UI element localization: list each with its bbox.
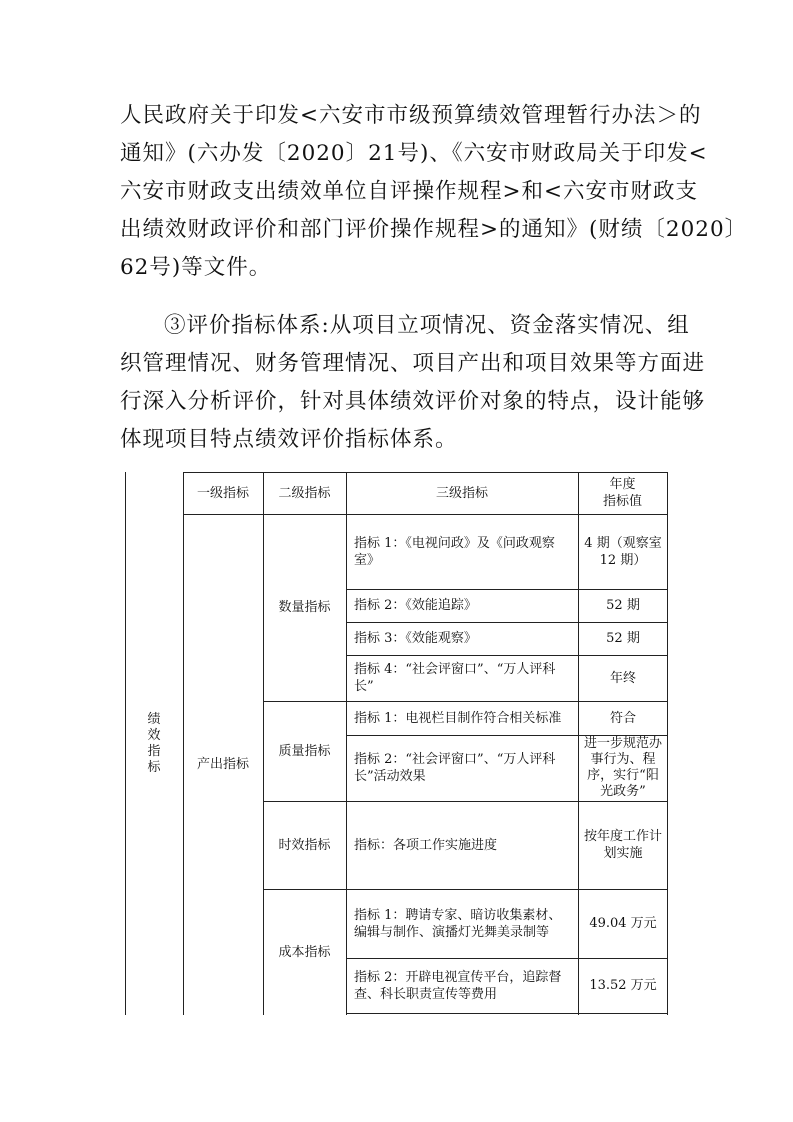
- paragraph-1-line-4: 出绩效财政评价和部门评价操作规程>的通知》(财绩〔2020〕: [120, 217, 748, 242]
- paragraph-2-line-1: ③评价指标体系:从项目立项情况、资金落实情况、组: [164, 313, 690, 338]
- table-border: [346, 1013, 667, 1014]
- paragraph-2-line-3: 行深入分析评价，针对具体绩效评价对象的特点，设计能够: [120, 389, 706, 414]
- table-border: [578, 472, 579, 1015]
- value-c2: 13.52 万元: [589, 978, 657, 993]
- group-quantity: 数量指标: [278, 600, 331, 615]
- header-level1: 一级指标: [196, 485, 249, 501]
- table-border: [346, 472, 347, 1015]
- paragraph-1-line-5: 62号)等文件。: [120, 255, 272, 280]
- paragraph-1-line-1: 人民政府关于印发<六安市市级预算绩效管理暂行办法＞的: [120, 103, 702, 128]
- indicator-q2: 指标 2：《效能追踪》: [354, 598, 477, 613]
- header-annual-value: 年度 指标值: [602, 477, 642, 509]
- table-border: [667, 472, 668, 1015]
- paragraph-1: [120, 97, 748, 287]
- paragraph-1-line-3: 六安市财政支出绩效单位自评操作规程>和<六安市财政支: [120, 179, 699, 204]
- value-c1: 49.04 万元: [589, 916, 657, 931]
- indicator-q1: 指标 1：《电视问政》及《问政观察室》: [354, 535, 555, 568]
- value-q2: 52 期: [606, 598, 640, 613]
- indicator-c2: 指标 2：开辟电视宣传平台，追踪督查、科长职责宣传等费用: [354, 969, 562, 1002]
- paragraph-1-line-2: 通知》(六办发〔2020〕21号)、《六安市财政局关于印发<: [120, 141, 708, 166]
- indicator-t1: 指标：各项工作实施进度: [354, 837, 498, 853]
- value-q1: 4 期（观察室 12 期）: [584, 535, 662, 568]
- indicator-ql1: 指标 1：电视栏目制作符合相关标准: [354, 710, 562, 726]
- group-quality: 质量指标: [278, 743, 331, 759]
- paragraph-2: [120, 307, 706, 459]
- value-ql1: 符合: [609, 710, 636, 726]
- value-q3: 52 期: [606, 631, 640, 646]
- header-level2: 二级指标: [278, 485, 331, 501]
- value-t1: 按年度工作计划实施: [584, 829, 663, 861]
- paragraph-2-line-4: 体现项目特点绩效评价指标体系。: [120, 427, 458, 452]
- indicator-q3: 指标 3：《效能观察》: [354, 631, 477, 646]
- group-cost: 成本指标: [278, 944, 331, 960]
- value-ql2: 进一步规范办事行为、程序，实行“阳光政务”: [583, 736, 662, 799]
- indicator-ql2: 指标 2：“社会评窗口”、“万人评科长”活动效果: [354, 752, 556, 784]
- indicator-c1: 指标 1：聘请专家、暗访收集素材、编辑与制作、演播灯光舞美录制等: [354, 907, 562, 940]
- value-q4: 年终: [609, 670, 636, 686]
- group-timeliness: 时效指标: [278, 837, 331, 853]
- level1-output: 产出指标: [196, 757, 249, 772]
- category-label: 绩 效 指 标: [147, 711, 161, 775]
- header-level3: 三级指标: [435, 485, 488, 501]
- paragraph-2-line-2: 织管理情况、财务管理情况、项目产出和项目效果等方面进: [120, 351, 706, 376]
- indicator-q4: 指标 4：“社会评窗口”、“万人评科长”: [354, 662, 556, 694]
